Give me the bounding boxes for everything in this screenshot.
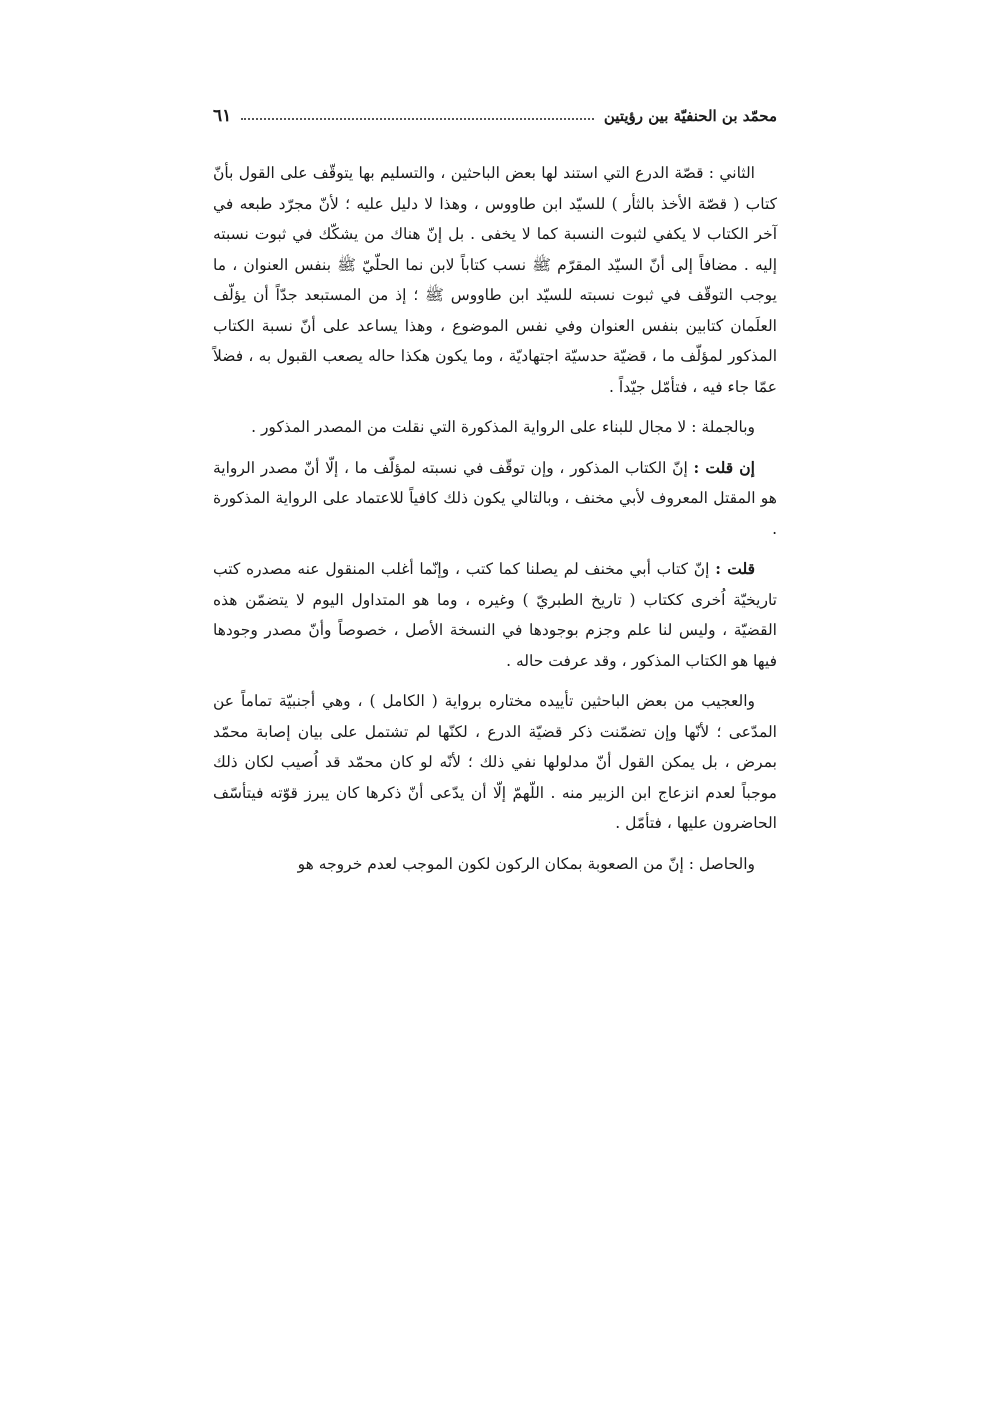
paragraph-text: إنّ كتاب أبي مخنف لم يصلنا كما كتب ، وإنّما أغلب المنقول عنه مصدره كتب تاريخيّة اُخرى ككتاب ( تاريخ الطبريّ ) وغيره ، وما هو المتداول اليوم لا يتضمّن هذه القضيّة ، وليس لنا علم وجزم بوجودها في النسخة الأصل ، خصوصاً وأنّ مصدر وجودها فيها هو الكتاب المذكور ، وقد عرفت حاله . [213, 560, 777, 670]
document-page [213, 0, 777, 1403]
paragraph-2 [213, 412, 777, 443]
paragraph-4 [213, 554, 777, 676]
paragraph-5 [213, 686, 777, 839]
paragraph-text: إنّ الكتاب المذكور ، وإن توقّف في نسبته لمؤلّف ما ، إلّا أنّ مصدر الرواية هو المقتل المعروف لأبي مخنف ، وبالتالي يكون ذلك كافياً للاعتماد على الرواية المذكورة . [213, 458, 777, 538]
paragraph-text: والحاصل : إنّ من الصعوبة بمكان الركون لكون الموجب لعدم خروجه هو [297, 854, 755, 873]
paragraph-text: وبالجملة : لا مجال للبناء على الرواية المذكورة التي نقلت من المصدر المذكور . [251, 418, 755, 436]
paragraph-6 [213, 849, 777, 880]
running-head-title: محمّد بن الحنفيّة بين رؤيتين [603, 107, 777, 125]
body-text [213, 158, 777, 889]
paragraph-lead: قلت : [715, 559, 755, 578]
paragraph-text: الثاني : قصّة الدرع التي استند لها بعض الباحثين ، والتسليم بها يتوقّف على القول بأنّ كتاب ( قصّة الأخذ بالثأر ) للسيّد ابن طاووس ، وهذا لا دليل عليه ؛ لأنّ مجرّد طبعه في آخر الكتاب لا يكفي لثبوت النسبة كما لا يخفى . بل إنّ هناك من يشكّك في ثبوت نسبته إليه . مضافاً إلى أنّ السيّد المقرّم ﷺ نسب كتاباً لابن نما الحلّيّ ﷺ بنفس العنوان ، ما يوجب التوقّف في ثبوت نسبته للسيّد ابن طاووس ﷺ ؛ إذ من المستبعد جدّاً أن يؤلّف العلَمان كتابين بنفس العنوان وفي نفس الموضوع ، وهذا يساعد على أنّ نسبة الكتاب المذكور لمؤلّف ما ، قضيّة حدسيّة اجتهاديّة ، وما يكون هكذا حاله يصعب القبول به ، فضلاً عمّا جاء فيه ، فتأمّل جيّداً . [213, 164, 777, 396]
paragraph-lead: إن قلت : [693, 457, 755, 477]
paragraph-1 [213, 158, 777, 402]
dotted-leader [241, 118, 594, 120]
paragraph-3 [213, 453, 777, 545]
page-number: ٦١ [213, 106, 232, 126]
running-header [213, 103, 777, 129]
paragraph-text: والعجيب من بعض الباحثين تأييده مختاره برواية ( الكامل ) ، وهي أجنبيّة تماماً عن المدّعى ؛ لأنّها وإن تضمّنت ذكر قضيّة الدرع ، لكنّها لم تشتمل على بيان إصابة محمّد بمرض ، بل يمكن القول أنّ مدلولها نفي ذلك ؛ لأنّه لو كان محمّد قد اُصيب لكان ذلك موجباً لعدم انزعاج ابن الزبير منه . اللّهمّ إلّا أن يدّعى أنّ ذكرها كان يبرز قوّته فيتأسّف الحاضرون عليها ، فتأمّل . [213, 692, 778, 832]
